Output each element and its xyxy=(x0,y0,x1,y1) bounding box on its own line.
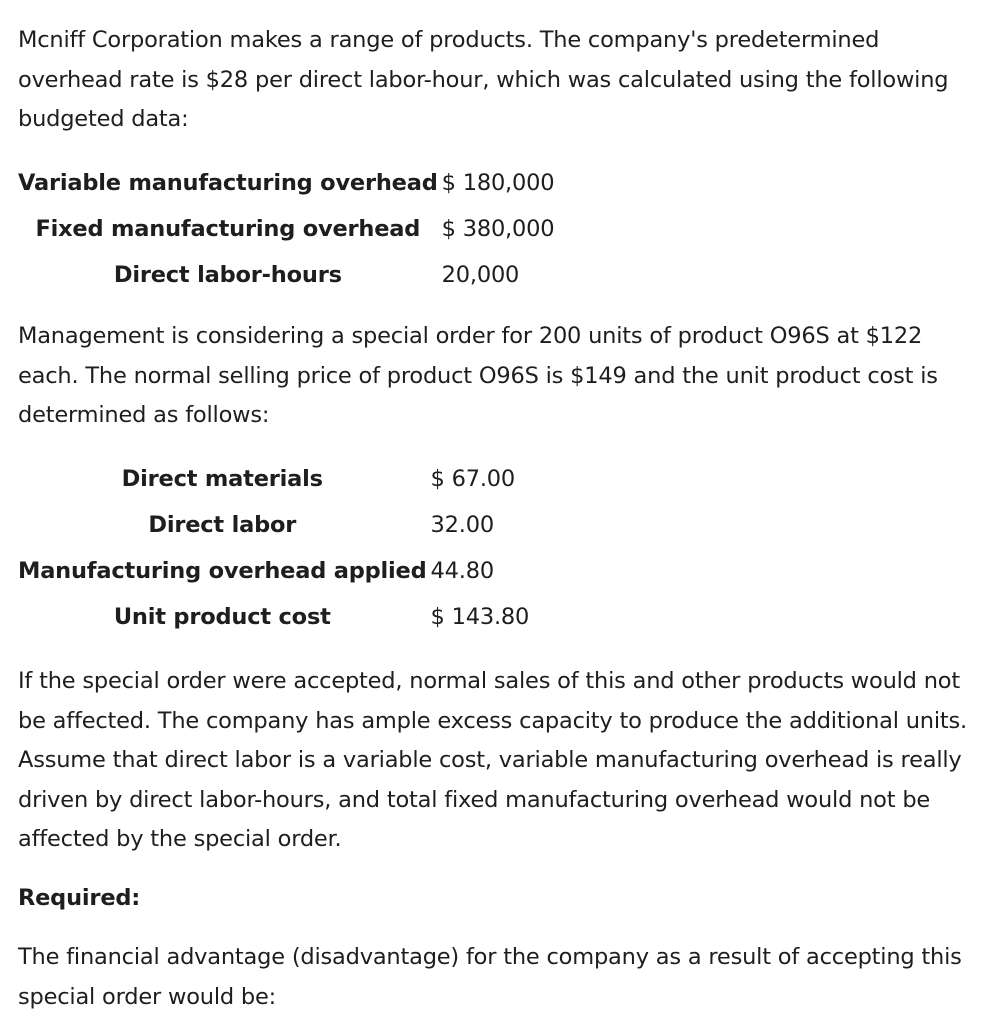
row-value: 32.00 xyxy=(430,512,494,538)
table-row xyxy=(18,252,554,298)
table-row xyxy=(18,456,529,502)
row-value: 20,000 xyxy=(441,262,520,288)
budget-table xyxy=(18,160,554,298)
table-row xyxy=(18,502,529,548)
required-heading: Required: xyxy=(18,885,141,911)
row-label: Direct materials xyxy=(121,466,323,492)
intro-paragraph: Mcniff Corporation makes a range of products. The company's predetermined overhead rate is $28 per direct labor-hour, which was calculated using the following budgeted data: xyxy=(18,27,949,132)
row-value: $ 380,000 xyxy=(441,216,555,242)
row-label: Unit product cost xyxy=(113,604,331,630)
row-label: Fixed manufacturing overhead xyxy=(35,216,421,242)
row-value: $ 67.00 xyxy=(430,466,516,492)
table-row xyxy=(18,594,529,640)
row-label: Direct labor-hours xyxy=(113,262,342,288)
table-row xyxy=(18,548,529,594)
row-value: $ 143.80 xyxy=(430,604,530,630)
row-value: 44.80 xyxy=(430,558,494,584)
question-paragraph: The financial advantage (disadvantage) for the company as a result of accepting this special order would be: xyxy=(18,944,962,1010)
unit-cost-table xyxy=(18,456,529,640)
table-row xyxy=(18,160,554,206)
row-label: Manufacturing overhead applied xyxy=(18,558,427,584)
assumptions-paragraph: If the special order were accepted, normal sales of this and other products would not be affected. The company has ample excess capacity to produce the additional units. Assume that direct labor is a variable cost, variable manufacturing overhead is really driven by direct labor-hours, and total fixed manufacturing overhead would not be affected by the special order. xyxy=(18,668,967,852)
row-label: Direct labor xyxy=(148,512,297,538)
row-label: Variable manufacturing overhead xyxy=(18,170,438,196)
row-value: $ 180,000 xyxy=(441,170,555,196)
special-order-paragraph: Management is considering a special order for 200 units of product O96S at $122 each. The normal selling price of product O96S is $149 and the unit product cost is determined as follows: xyxy=(18,323,938,428)
table-row xyxy=(18,206,554,252)
